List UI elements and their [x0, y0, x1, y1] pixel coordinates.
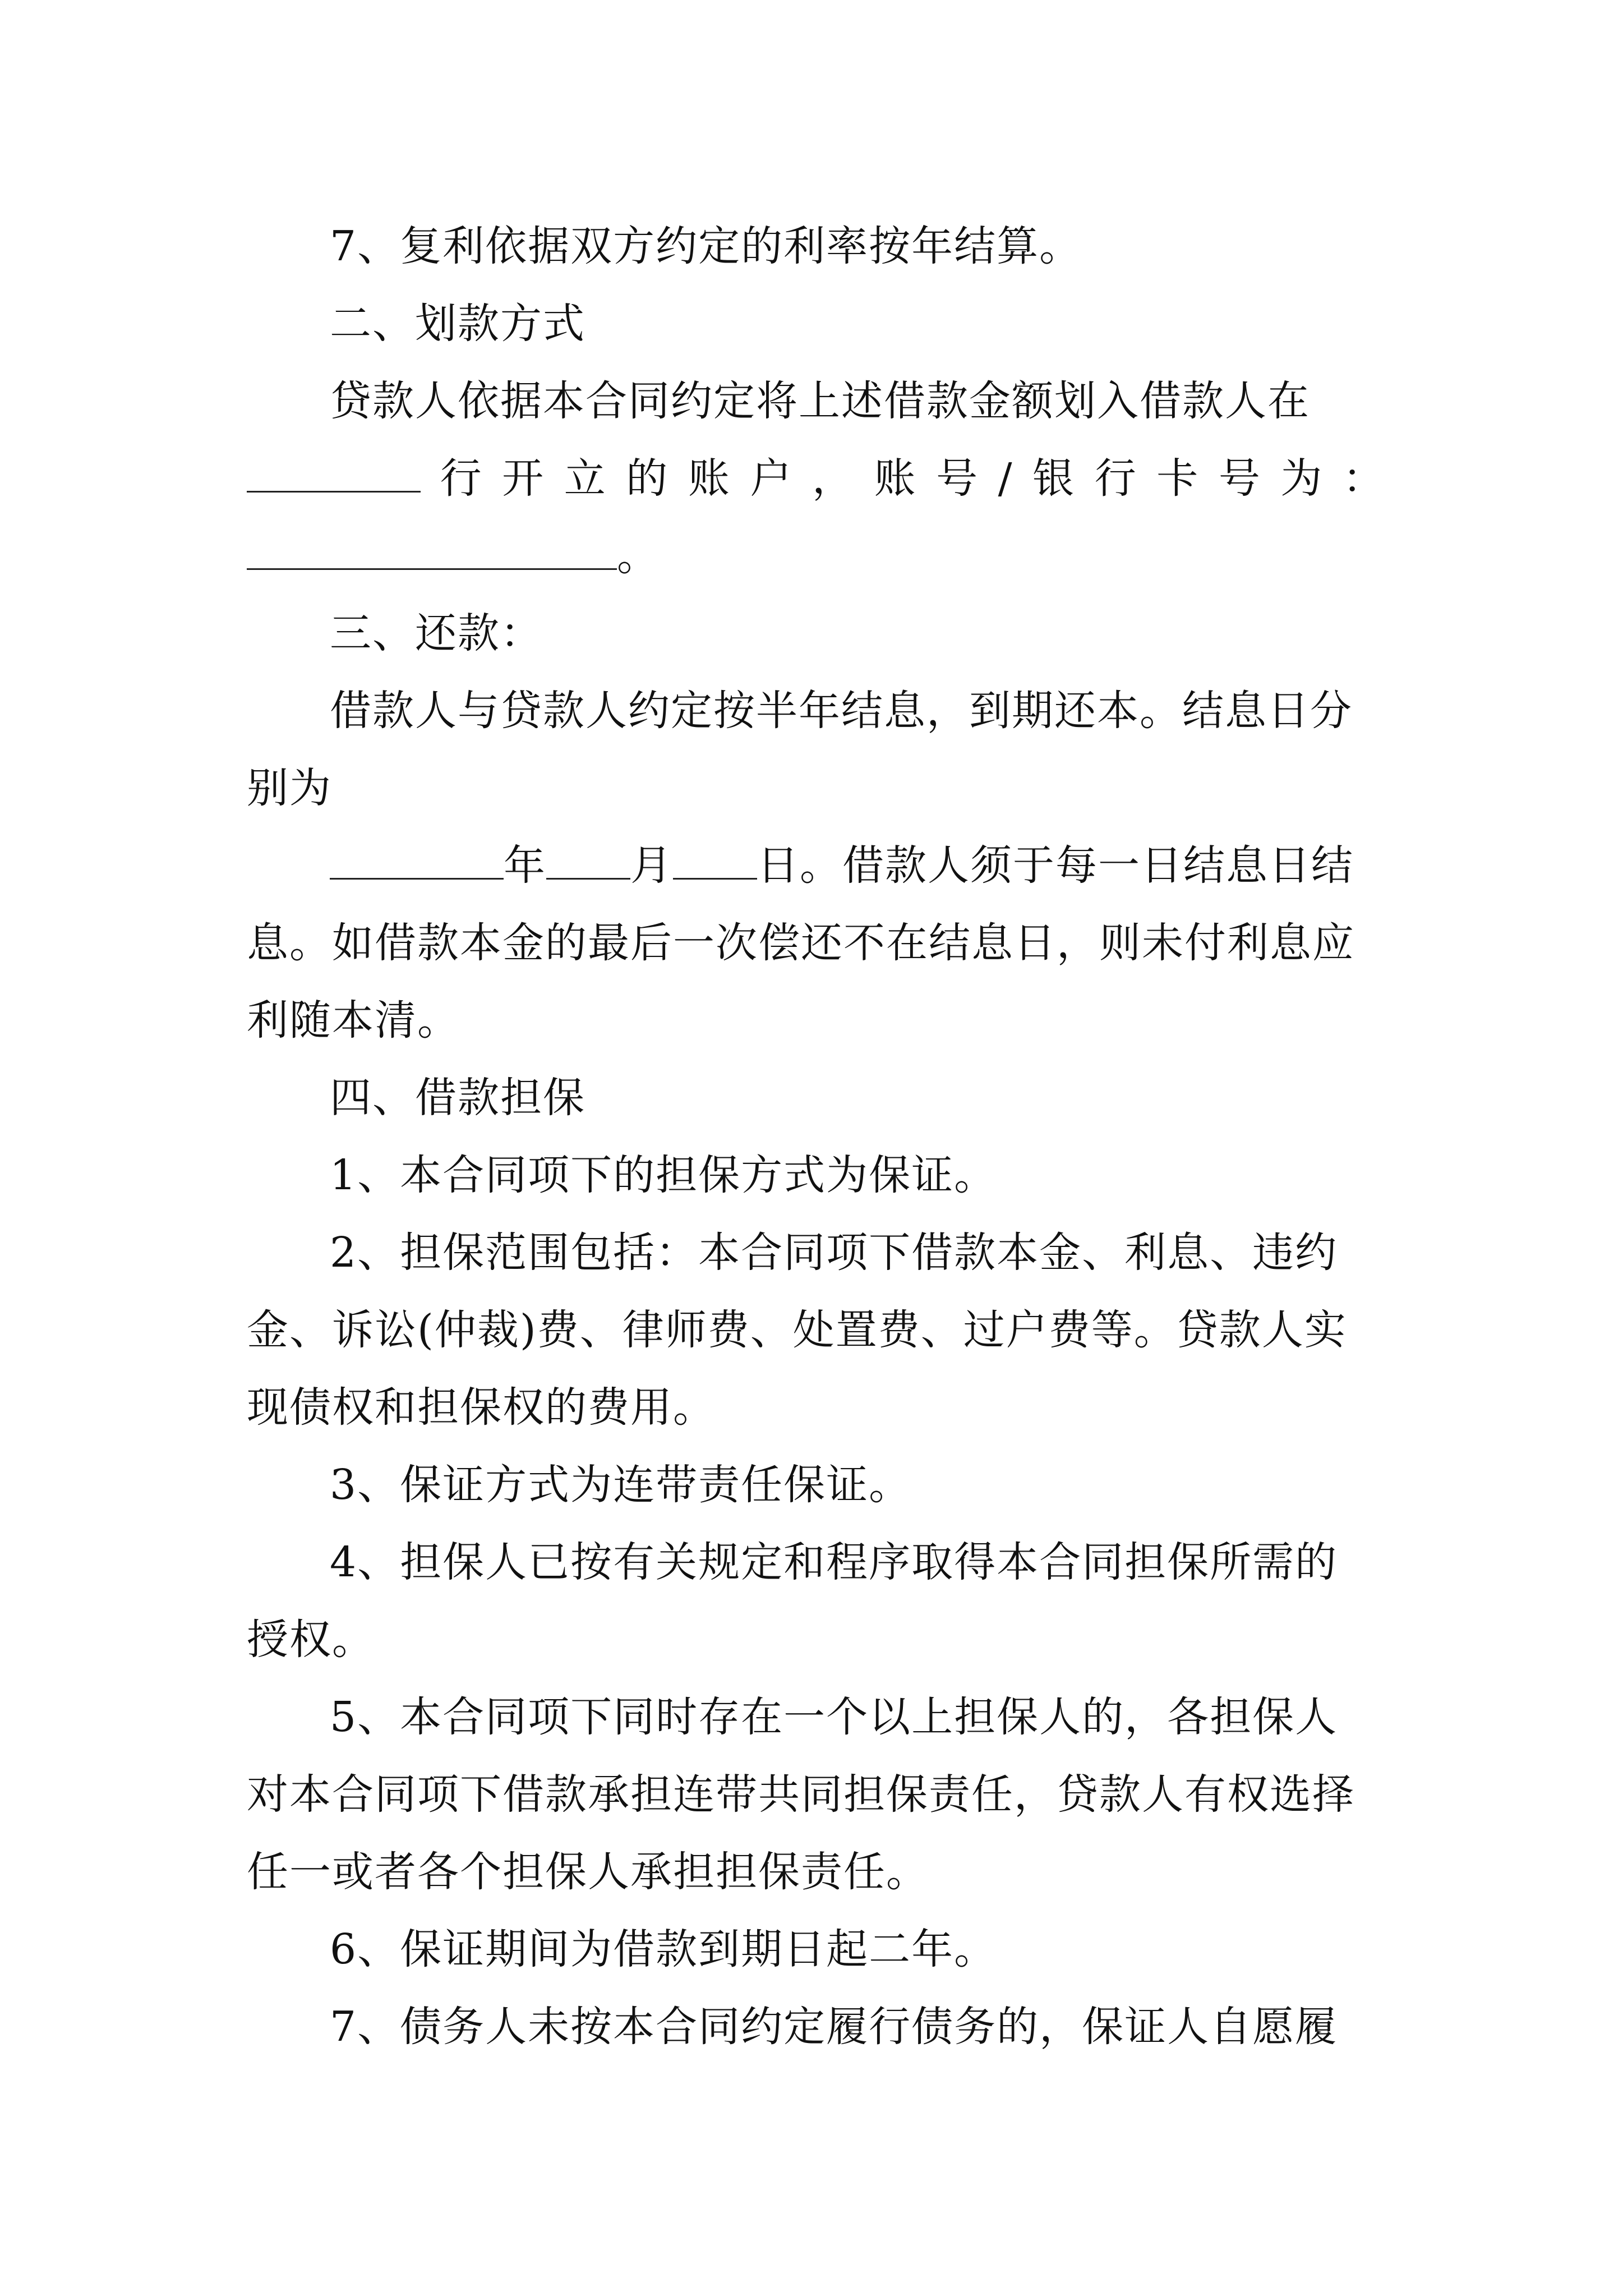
paragraph-guarantee-method: 1、本合同项下的担保方式为保证。 [330, 1151, 997, 1199]
account-number-line: 。 [247, 517, 1385, 595]
paragraph-interest-settlement: 借款人与贷款人约定按半年结息，到期还本。结息日分 别为 [247, 687, 1353, 812]
paragraph-guarantor-authorization: 4、担保人已按有关规定和程序取得本合同担保所需的 授权。 [247, 1538, 1338, 1664]
day-blank [673, 841, 757, 880]
paragraph-guarantee-scope: 2、担保范围包括：本合同项下借款本金、利息、违约 金、诉讼(仲裁)费、律师费、处置费、过户费等。贷款人实 现债权和担保权的费用。 [247, 1228, 1347, 1432]
month-blank [546, 841, 630, 880]
paragraph-guarantee-type: 3、保证方式为连带责任保证。 [330, 1461, 912, 1509]
transfer-account-line: 行开立的账户，账号/银行卡号为： [247, 440, 1385, 517]
heading-repayment: 三、还款： [330, 609, 543, 657]
year-blank [330, 841, 504, 880]
account-number-blank [247, 531, 617, 570]
paragraph-transfer: 贷款人依据本合同约定将上述借款金额划入借款人在 行开立的账户，账号/银行卡号为： 。 [247, 362, 1385, 595]
paragraph-multiple-guarantors: 5、本合同项下同时存在一个以上担保人的，各担保人 对本合同项下借款承担连带共同担保责任，贷款人有权选择 任一或者各个担保人承担担保责任。 [247, 1693, 1355, 1896]
heading-transfer-method: 二、划款方式 [330, 300, 585, 348]
paragraph-debtor-default: 7、债务人未按本合同约定履行债务的，保证人自愿履 [330, 2003, 1338, 2051]
document-body [247, 208, 1385, 2065]
bank-name-blank [247, 454, 421, 493]
heading-loan-guarantee: 四、借款担保 [330, 1074, 585, 1122]
paragraph-settlement-date: 年 月 日。借款人须于每一日结息日结 息。如借款本金的最后一次偿还不在结息日，则未付利息应 利随本清。 [247, 827, 1385, 1059]
paragraph-compound-interest: 7、复利依据双方约定的利率按年结算。 [330, 222, 1082, 270]
settlement-date-line: 年 月 日。借款人须于每一日结息日结 [247, 827, 1385, 904]
paragraph-guarantee-period: 6、保证期间为借款到期日起二年。 [330, 1925, 997, 1973]
